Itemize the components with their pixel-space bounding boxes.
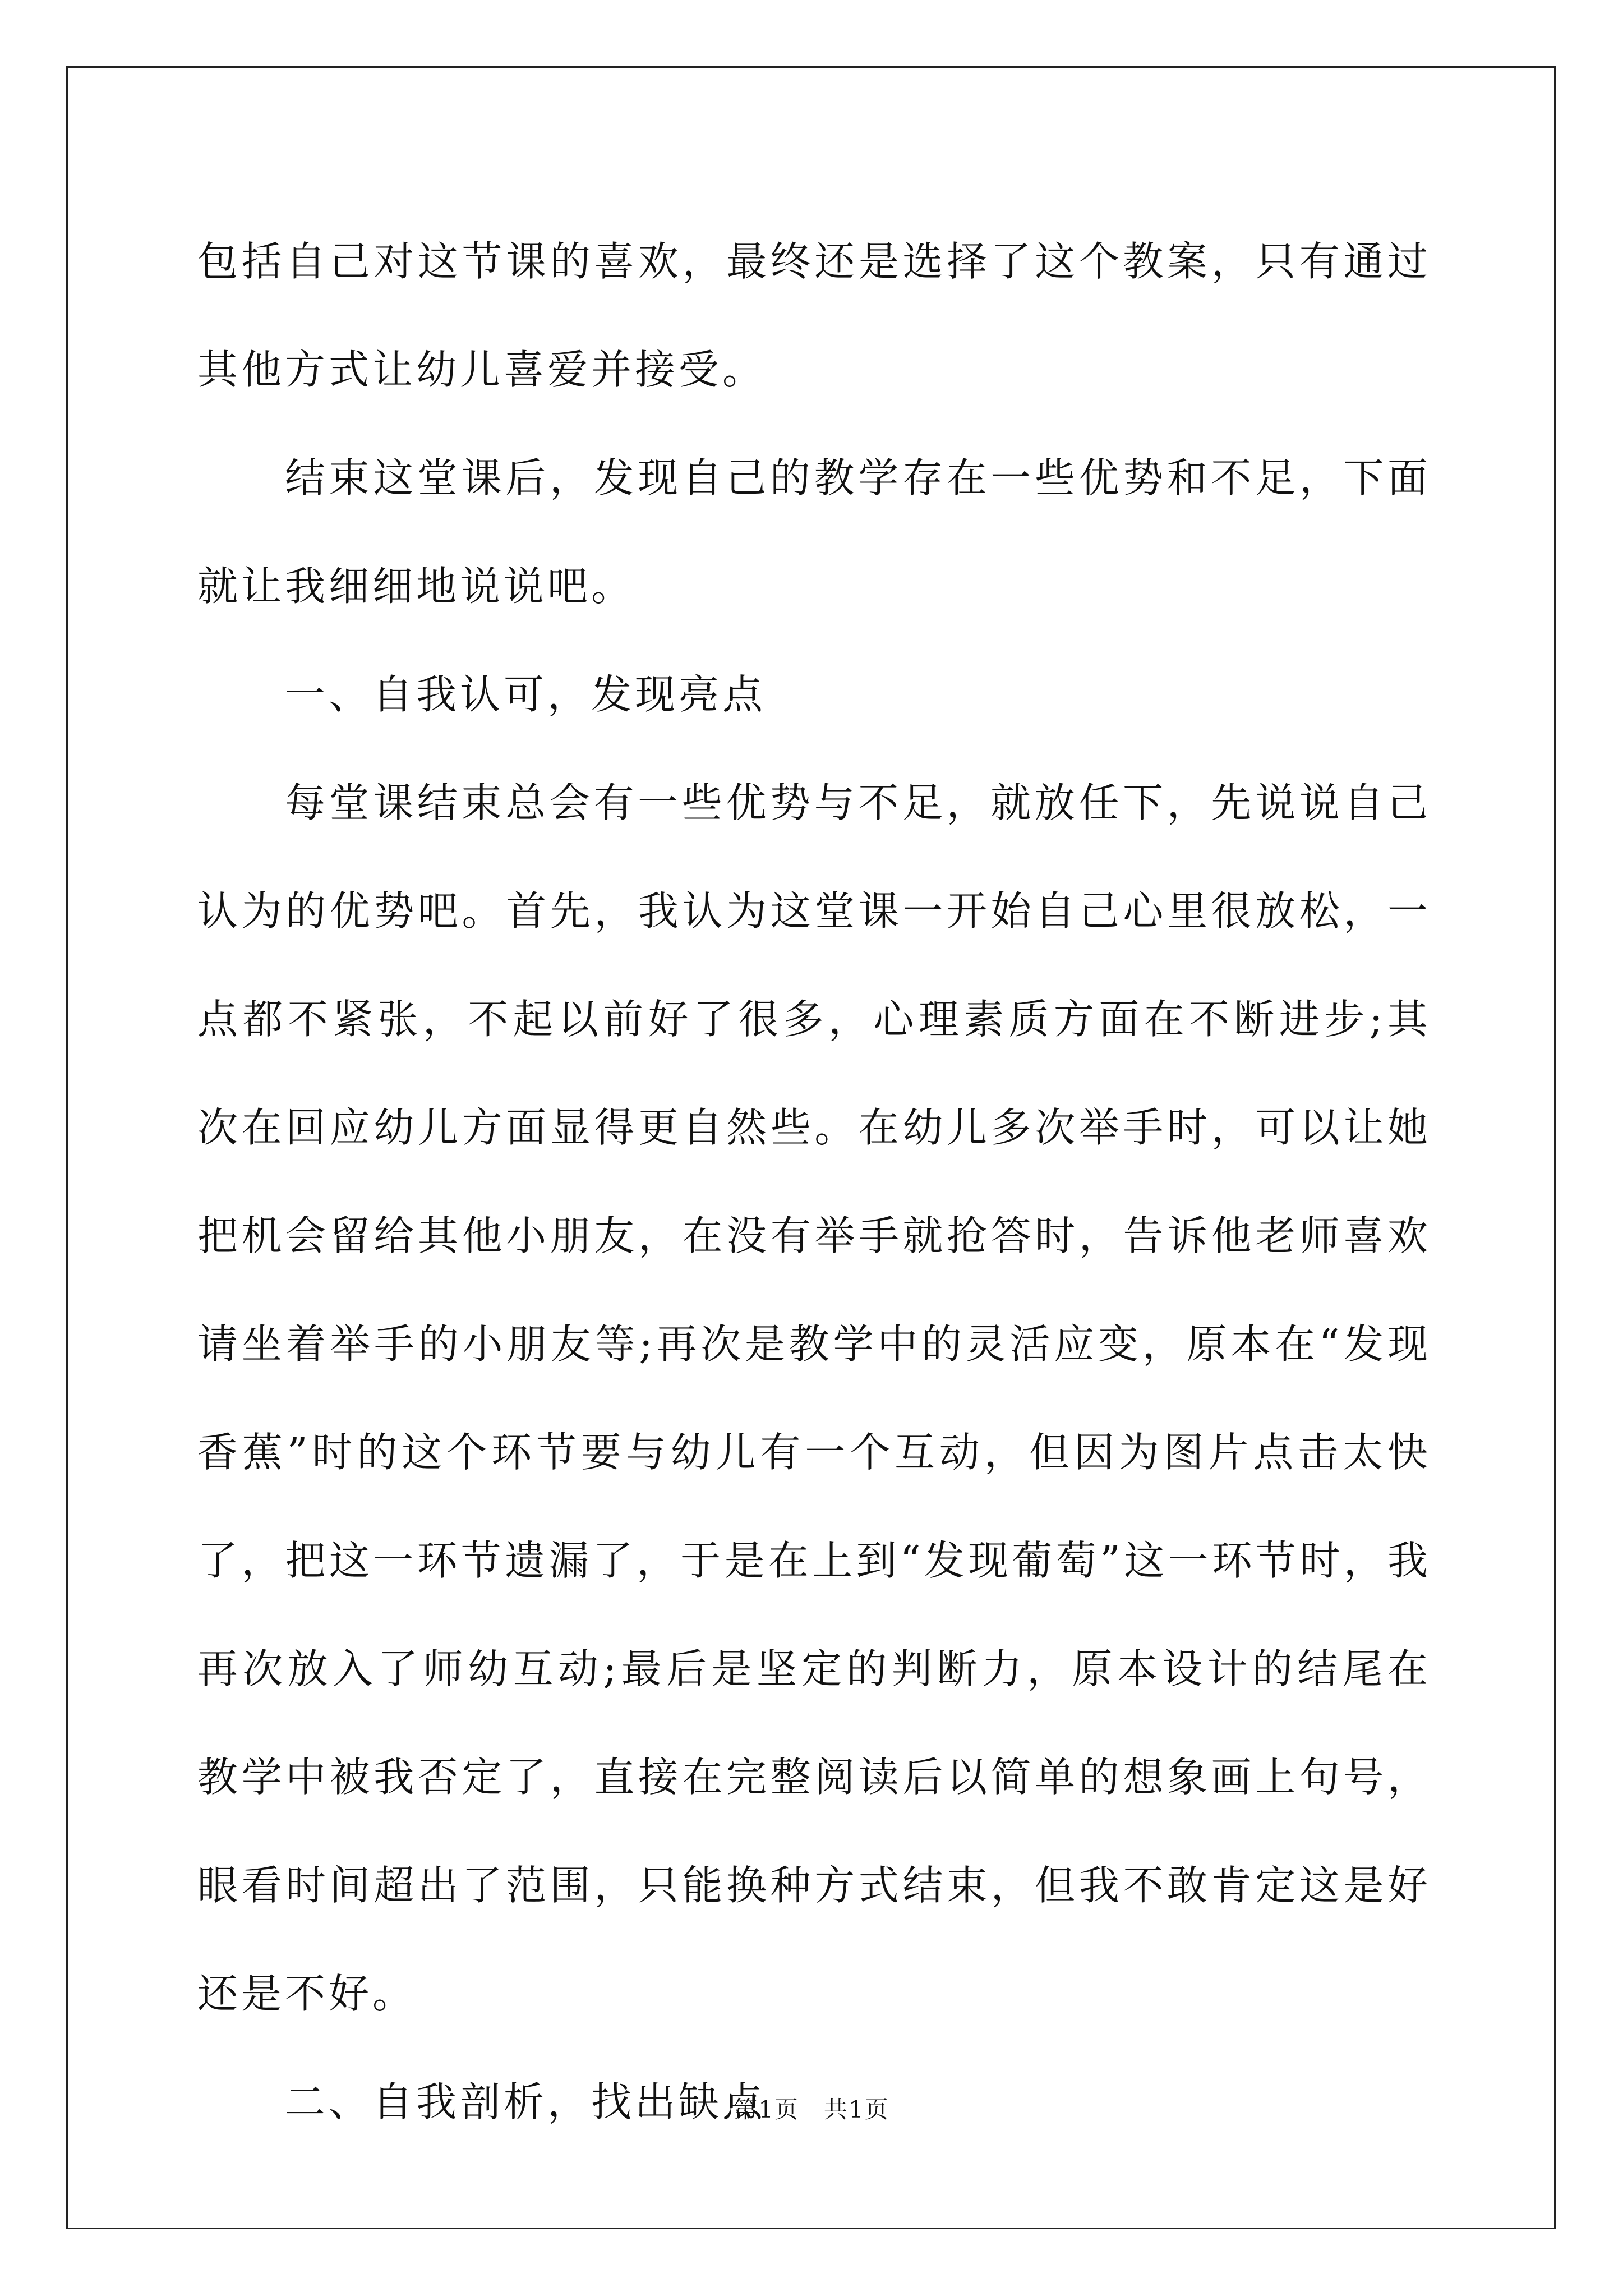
page-footer: 第1页 共1页 bbox=[734, 2096, 889, 2123]
paragraph-continuation: 包括自己对这节课的喜欢，最终还是选择了这个教案，只有通过其他方式让幼儿喜爱并接受。 bbox=[197, 238, 1431, 393]
section-heading-strengths: 一、自我认可，发现亮点 bbox=[285, 671, 767, 718]
paragraph-strengths: 每堂课结束总会有一些优势与不足，就放任下，先说说自己认为的优势吧。首先，我认为这堂课一开始自己心里很放松，一点都不紧张，不起以前好了很多，心理素质方面在不断进步;其次在回应幼儿方面显得更自然些。在幼儿多次举手时，可以让她把机会留给其他小朋友，在没有举手就抢答时，告诉他老师喜欢请坐着举手的小朋友等;再次是教学中的灵活应变，原本在“发现香蕉”时的这个环节要与幼儿有一个互动，但因为图片点击太快了，把这一环节遗漏了，于是在上到“发现葡萄”这一环节时，我再次放入了师幼互动;最后是坚定的判断力，原本设计的结尾在教学中被我否定了，直接在完整阅读后以简单的想象画上句号，眼看时间超出了范围，只能换种方式结束，但我不敢肯定这是好还是不好。 bbox=[197, 779, 1431, 2017]
paragraph-intro: 结束这堂课后，发现自己的教学存在一些优势和不足，下面就让我细细地说说吧。 bbox=[197, 454, 1431, 610]
section-heading-weaknesses: 二、自我剖析，找出缺点 bbox=[285, 2078, 767, 2125]
document-body bbox=[197, 208, 1431, 2156]
